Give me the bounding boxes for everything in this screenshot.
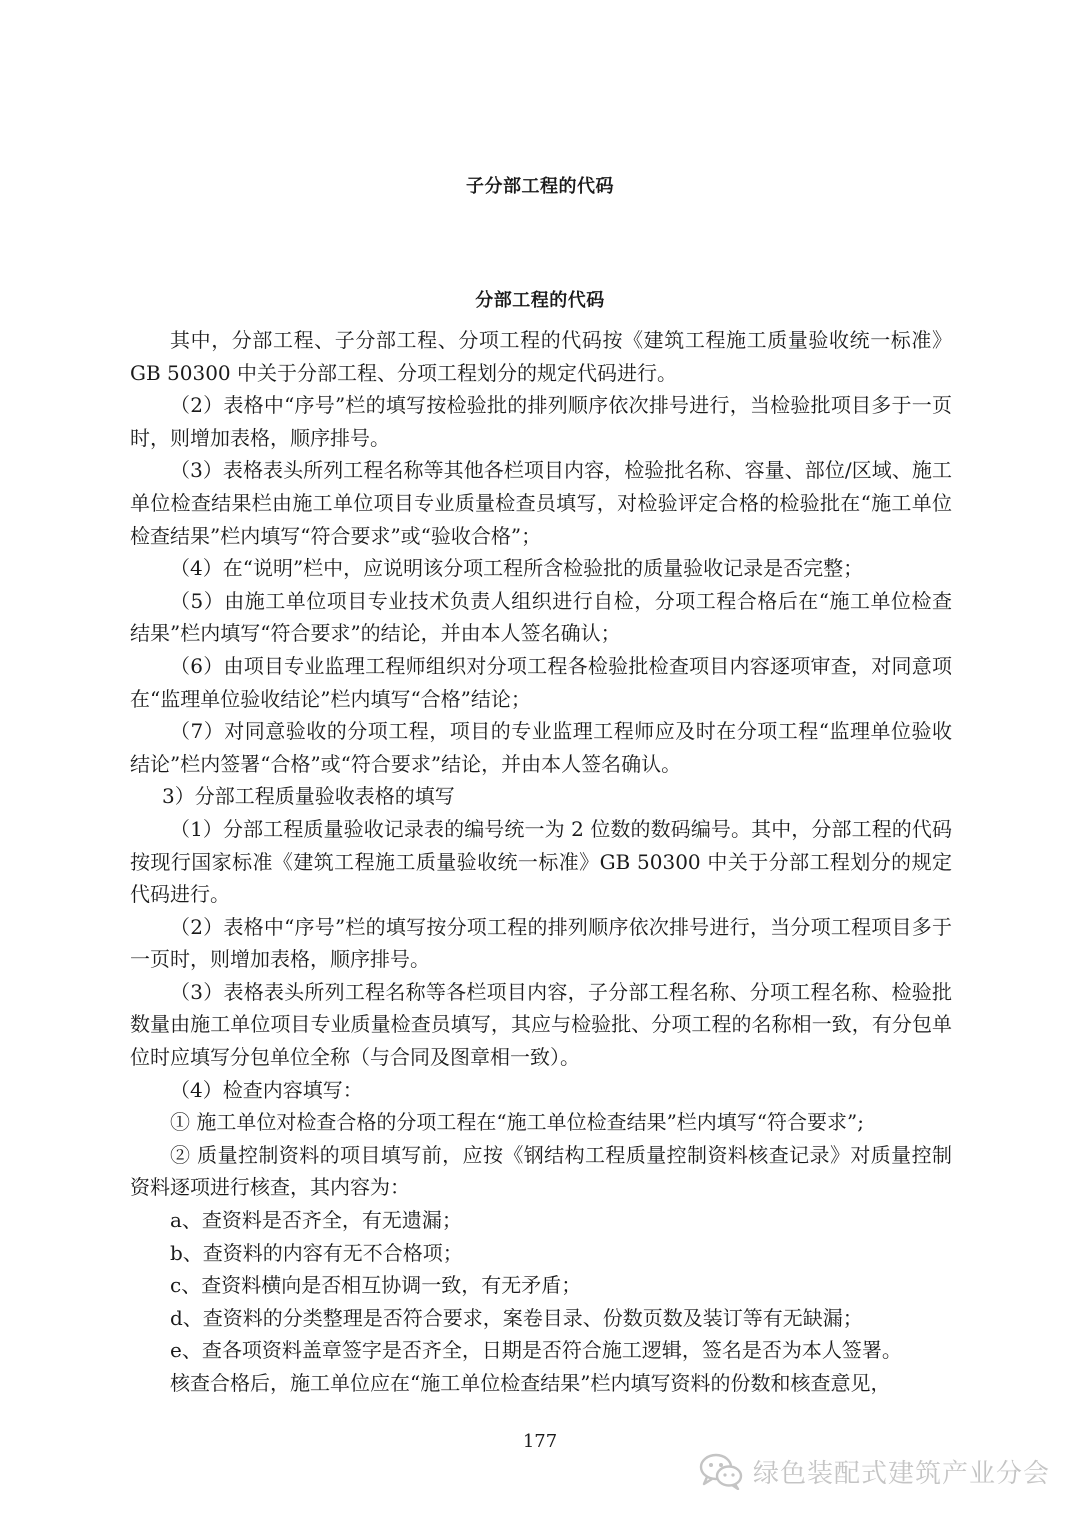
- paragraph: （2）表格中“序号”栏的填写按分项工程的排列顺序依次排号进行，当分项工程项目多于一页时，则增加表格，顺序排号。: [130, 914, 952, 972]
- paragraph: （7）对同意验收的分项工程，项目的专业监理工程师应及时在分项工程“监理单位验收结论”栏内签署“合格”或“符合要求”结论，并由本人签名确认。: [130, 719, 952, 776]
- paragraph: 核查合格后，施工单位应在“施工单位检查结果”栏内填写资料的份数和核查意见，: [170, 1371, 891, 1395]
- watermark: [699, 1452, 1050, 1490]
- list-item: c、查资料横向是否相互协调一致，有无矛盾；: [170, 1273, 582, 1298]
- list-item: a、查资料是否齐全，有无遗漏；: [170, 1208, 462, 1233]
- sub-division-code-heading: 子分部工程的代码: [466, 176, 614, 197]
- paragraph: （3）表格表头所列工程名称等其他各栏项目内容，检验批名称、容量、部位/区域、施工单位检查结果栏由施工单位项目专业质量检查员填写，对检验评定合格的检验批在“施工单位检查结果”栏内填写“符合要求”或“验收合格”；: [130, 458, 952, 548]
- body-text: [130, 324, 952, 1400]
- paragraph: 其中，分部工程、子分部工程、分项工程的代码按《建筑工程施工质量验收统一标准》GB 50300 中关于分部工程、分项工程划分的规定代码进行。: [130, 328, 952, 385]
- list-item: ① 施工单位对检查合格的分项工程在“施工单位检查结果”栏内填写“符合要求”;: [170, 1110, 864, 1135]
- paragraph: （4）在“说明”栏中，应说明该分项工程所含检验批的质量验收记录是否完整；: [170, 556, 864, 581]
- list-item: d、查资料的分类整理是否符合要求，案卷目录、份数页数及装订等有无缺漏；: [170, 1305, 863, 1330]
- list-item: ② 质量控制资料的项目填写前，应按《钢结构工程质量控制资料核查记录》对质量控制资料逐项进行核查，其内容为：: [130, 1142, 952, 1200]
- list-item: b、查资料的内容有无不合格项；: [170, 1240, 463, 1265]
- watermark-text: 绿色装配式建筑产业分会: [752, 1458, 1050, 1489]
- paragraph: （1）分部工程质量验收记录表的编号统一为 2 位数的数码编号。其中，分部工程的代码按现行国家标准《建筑工程施工质量验收统一标准》GB 50300 中关于分部工程划分的规定代码进行。: [130, 816, 952, 907]
- section-heading: 3）分部工程质量验收表格的填写: [162, 784, 455, 809]
- page-number: 177: [522, 1431, 558, 1452]
- paragraph: （5）由施工单位项目专业技术负责人组织进行自检，分项工程合格后在“施工单位检查结果”栏内填写“符合要求”的结论，并由本人签名确认；: [130, 588, 952, 646]
- paragraph: （4）检查内容填写：: [170, 1077, 363, 1102]
- paragraph: （3）表格表头所列工程名称等各栏项目内容，子分部工程名称、分项工程名称、检验批数量由施工单位项目专业质量检查员填写，其应与检验批、分项工程的名称相一致，有分包单位时应填写分包单位全称（与合同及图章相一致）。: [130, 979, 952, 1070]
- paragraph: （6）由项目专业监理工程师组织对分项工程各检验批检查项目内容逐项审查，对同意项在“监理单位验收结论”栏内填写“合格”结论；: [130, 653, 952, 711]
- division-code-heading: 分部工程的代码: [475, 290, 605, 311]
- wechat-icon: [699, 1452, 743, 1490]
- list-item: e、查各项资料盖章签字是否齐全，日期是否符合施工逻辑，签名是否为本人签署。: [170, 1338, 902, 1363]
- paragraph: （2）表格中“序号”栏的填写按检验批的排列顺序依次排号进行，当检验批项目多于一页时，则增加表格，顺序排号。: [130, 393, 952, 450]
